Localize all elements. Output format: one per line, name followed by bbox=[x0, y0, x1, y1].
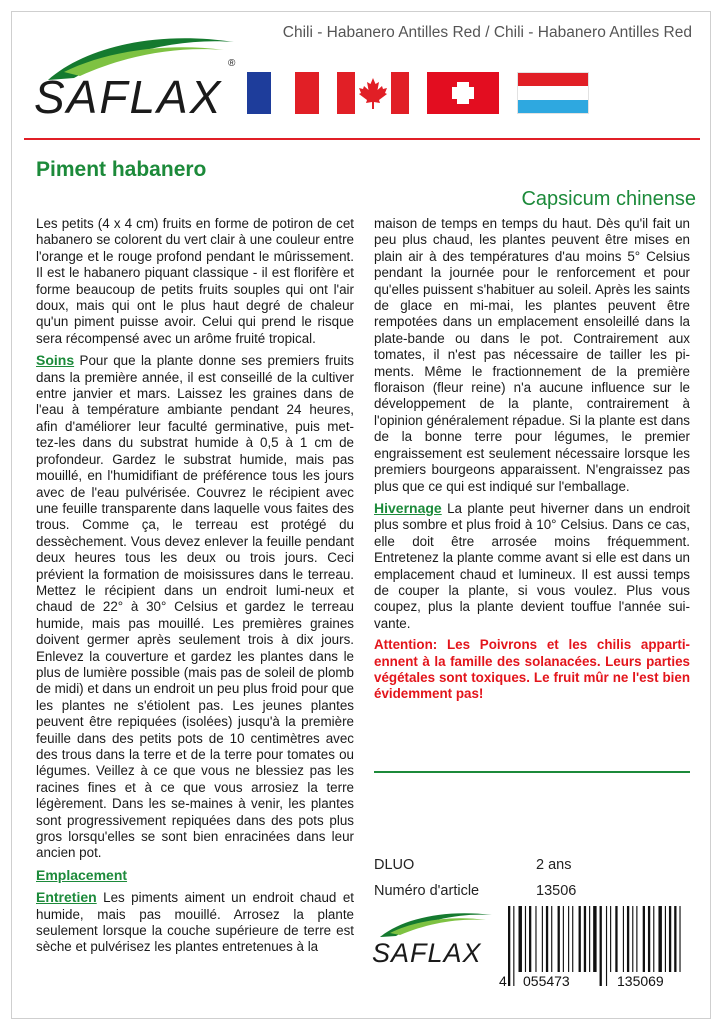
barcode-bar bbox=[584, 906, 586, 972]
barcode-bar bbox=[519, 906, 522, 972]
maple-leaf-icon bbox=[355, 72, 391, 114]
barcode-bar bbox=[653, 906, 654, 972]
continuation-paragraph: maison de temps en temps du haut. Dès qu'il fait un peu plus chaud, les plantes peuvent être mises en plain air à des températures d'au moins 5° Celsius pendant la journée pour le renforcement et pour qu'elles puissent s'habituer au soleil. Après les saints de glace en mi-mai, les plantes peuvent être rempotées dans un emplacement ensoleillé dans la plate-bande ou dans le pot. Contrairement aux tomates, il n'est pas nécessaire de tailler les pi-ments. Même le fractionnement de la première floraison (fleur reine) n'a aucune influence sur le développement de la plante, contrairement à l'opinion généralement répadue. Si la plante est dans de la bonne terre pour légumes, le premier engraissement est seulement nécessaire lorsque les premiers bourgeons apparaissent. N'engraissez pas plus que ce qui est indiqué sur l'emballage. bbox=[374, 216, 690, 494]
dluo-label: DLUO bbox=[374, 857, 415, 873]
hivernage-text: La plante peut hiverner dans un endroit plus sombre et plus froid à 10° Celsius. Dans ce cas, elle doit être arrosée moins fréquemment. Entretenez la plante comme avant si elle est dans un emplacement chaud et lumineux. Il est aussi temps de couper la plante, si vous voulez. Plus vous coupez, plus la plante devient touffue l'année sui-vante. bbox=[374, 500, 690, 631]
barcode-bar bbox=[643, 906, 645, 972]
article-number-label: Numéro d'article bbox=[374, 883, 480, 899]
emplacement-heading: Emplacement bbox=[36, 866, 128, 883]
product-header-title: Chili - Habanero Antilles Red / Chili - Habanero Antilles Red bbox=[282, 24, 692, 41]
product-latin-name: Capsicum chinense bbox=[521, 188, 696, 210]
entretien-paragraph bbox=[36, 889, 354, 956]
toxicity-warning: Attention: Les Poivrons et les chilis apparti-ennent à la famille des solanacées. Leurs parties végétales sont toxiques. Le fruit mûr ne l'est bien évidemment pas! bbox=[374, 637, 690, 702]
switzerland-flag-icon bbox=[427, 72, 499, 114]
intro-paragraph: Les petits (4 x 4 cm) fruits en forme de potiron de cet habanero se colorent du vert clair à une couleur entre l'orange et le rouge profond pendant le mûrissement. Il est le habanero piquant classique - il est florifère et forme beaucoup de petits fruits souples qui ont l'air doux, mais qui ont le plus haut degré de chaleur qu'un piment puisse avoir. Celui qui prend le risque sera récompensé avec un arôme fruité tropical. bbox=[36, 216, 354, 346]
entretien-heading: Entretien bbox=[36, 889, 97, 906]
barcode-bar bbox=[665, 906, 666, 972]
barcode-bar bbox=[679, 906, 680, 972]
dluo-value: 2 ans bbox=[536, 857, 572, 873]
info-divider bbox=[374, 771, 690, 773]
barcode-bar bbox=[615, 906, 617, 972]
soins-heading: Soins bbox=[36, 352, 75, 369]
barcode-bar bbox=[558, 906, 560, 972]
logo-wordmark: SAFLAX bbox=[34, 71, 223, 123]
barcode-bar bbox=[669, 906, 671, 972]
left-column bbox=[36, 216, 354, 961]
barcode-bar bbox=[568, 906, 569, 972]
barcode-digits-left: 055473 bbox=[523, 973, 570, 989]
barcode-digits bbox=[499, 973, 691, 989]
barcode-bar bbox=[529, 906, 531, 972]
barcode-bar bbox=[551, 906, 552, 972]
barcode-bar bbox=[658, 906, 661, 972]
header-divider bbox=[24, 138, 700, 140]
barcode-bar bbox=[563, 906, 564, 972]
barcode-bar bbox=[542, 906, 543, 972]
barcode-bar bbox=[525, 906, 526, 972]
canada-flag-icon bbox=[337, 72, 409, 114]
barcode-bar bbox=[593, 906, 596, 972]
article-number-value: 13506 bbox=[536, 883, 577, 899]
soins-paragraph bbox=[36, 352, 354, 862]
logo-wordmark-small: SAFLAX bbox=[372, 938, 482, 968]
barcode-digit-prefix: 4 bbox=[499, 973, 507, 989]
barcode-bar bbox=[623, 906, 624, 972]
soins-text: Pour que la plante donne ses premiers fruits dans la première année, il est conseillé de la cultiver entre janvier et mars. Laissez les graines dans de l'eau à température ambiante pendant 24 heures, afin d'améliorer leur faculté germinative, puis met-tez-les dans du substrat humide à 0,5 à 1 cm de profondeur. Gardez le substrat humide, mais pas mouillé, en l'humidifiant de préférence tous les jours avec de l'eau pulvérisée. Couvrez le récipient avec une feuille transparente dans laquelle vous faites des trous. Comme ça, le terreau est protégé du dessèchement. Vous devez enlever la feuille pendant deux heures tous les deux ou trois jours. Ceci prévient la formation de moisissures dans le terreau. Mettez le récipient dans un endroit lumi-neux et chaud de 22° à 30° Celsius et gardez le terreau humide, mais pas mouillé. Les premières graines doivent germer après seulement trois à dix jours. Enlevez la couverture et gardez les plantes dans le plus de lumière possible (mais pas de soleil de plomb de midi) et dans un endroit un peu plus froid pour que les plantes ne s'étiolent pas. Les jeunes plantes peuvent être repiquées (isolées) jusqu'à la première feuille dans des petits pots de 10 centimètres avec des trous dans la terre et de la terre pour tomates ou légumes. Veillez à ce que vous ne blessiez pas les racines fines et à ce que vous arrosiez la terre légèrement. Dans les se-maines à venir, les plantes sont progressivement repiquées dans des pots plus gros lorsqu'elles se sont bien enracinées dans leur ancien pot. bbox=[36, 353, 354, 861]
barcode-bar bbox=[648, 906, 650, 972]
barcode-bar bbox=[579, 906, 581, 972]
hivernage-heading: Hivernage bbox=[374, 499, 442, 516]
barcode-bar bbox=[632, 906, 633, 972]
saflax-logo-small bbox=[372, 907, 498, 967]
barcode-bar bbox=[627, 906, 629, 972]
barcode-bar bbox=[535, 906, 536, 972]
luxembourg-flag-icon bbox=[517, 72, 589, 114]
barcode-bar bbox=[674, 906, 676, 972]
barcode-bar bbox=[636, 906, 637, 972]
hivernage-paragraph bbox=[374, 500, 690, 632]
barcode-bar bbox=[572, 906, 573, 972]
emplacement-paragraph bbox=[36, 867, 354, 884]
barcode-bar bbox=[589, 906, 590, 972]
barcode-digits-right: 135069 bbox=[617, 973, 664, 989]
registered-mark: ® bbox=[228, 58, 236, 69]
product-name: Piment habanero bbox=[36, 158, 207, 181]
france-flag-icon bbox=[247, 72, 319, 114]
saflax-logo bbox=[34, 28, 244, 123]
entretien-text: Les piments aiment un endroit chaud et humide, mais pas mouillé. Arrosez la plante seulement lorsque la couche supérieure de terre est sèche et pulvérisez les plantes entretenues à la bbox=[36, 890, 354, 955]
leaf-swoosh-small-icon bbox=[378, 907, 498, 939]
barcode-bar bbox=[546, 906, 548, 972]
right-column bbox=[374, 216, 690, 708]
barcode-bar bbox=[610, 906, 611, 972]
flag-row bbox=[247, 72, 589, 114]
